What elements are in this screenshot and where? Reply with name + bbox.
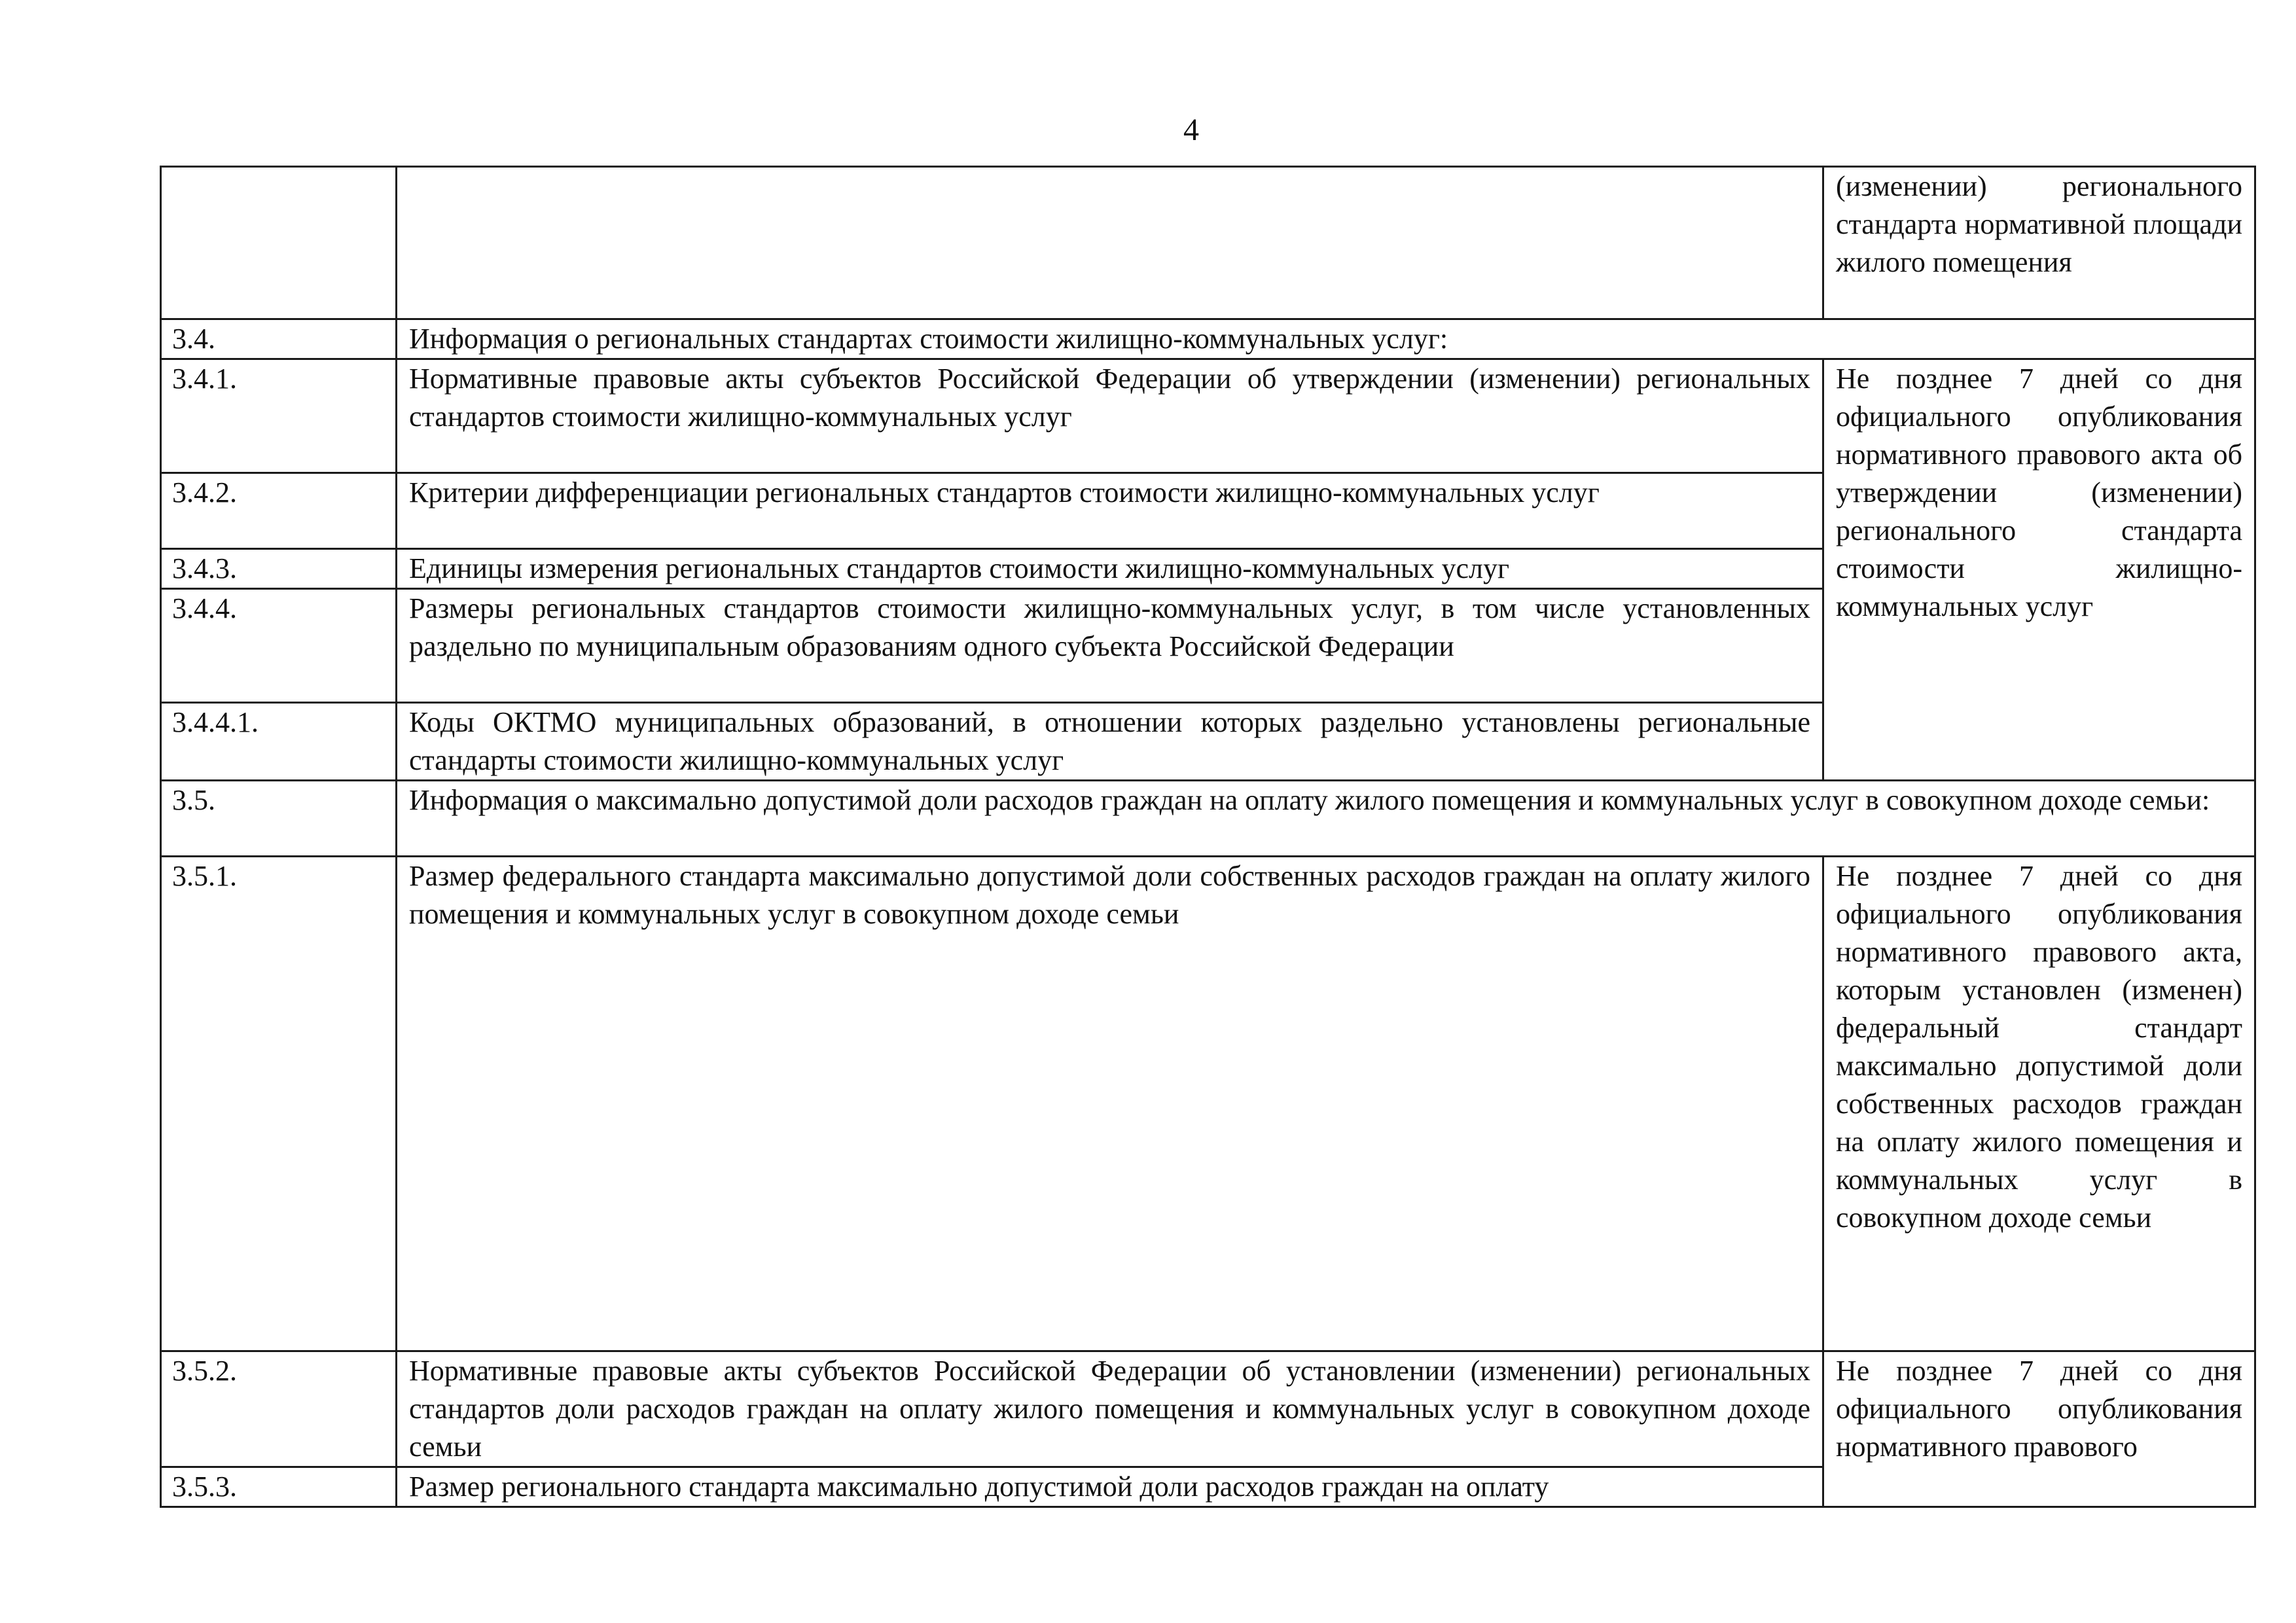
- table-row: [161, 167, 2255, 319]
- section-title: Информация о максимально допустимой доли расходов граждан на оплату жилого помещения и коммунальных услуг в совокупном доходе семьи:: [397, 781, 2255, 857]
- row-number: 3.4.2.: [161, 473, 397, 549]
- row-deadline: Не позднее 7 дней со дня официального опубликования нормативного правового акта об утверждении (изменении) регионального стандарта стоимости жилищно-коммунальных услуг: [1823, 359, 2255, 781]
- section-row: [161, 319, 2255, 359]
- row-description: Коды ОКТМО муниципальных образований, в отношении которых раздельно установлены региональные стандарты стоимости жилищно-коммунальных услуг: [397, 703, 1823, 781]
- row-number: 3.4.3.: [161, 549, 397, 589]
- row-description: Размеры региональных стандартов стоимости жилищно-коммунальных услуг, в том числе установленных раздельно по муниципальным образованиям одного субъекта Российской Федерации: [397, 589, 1823, 703]
- row-description: Нормативные правовые акты субъектов Российской Федерации об утверждении (изменении) региональных стандартов стоимости жилищно-коммунальных услуг: [397, 359, 1823, 473]
- row-deadline: (изменении) регионального стандарта нормативной площади жилого помещения: [1823, 167, 2255, 319]
- section-number: 3.4.: [161, 319, 397, 359]
- row-deadline: Не позднее 7 дней со дня официального опубликования нормативного правового: [1823, 1351, 2255, 1507]
- row-number: 3.5.1.: [161, 857, 397, 1351]
- row-number: 3.5.3.: [161, 1467, 397, 1507]
- row-description: Критерии дифференциации региональных стандартов стоимости жилищно-коммунальных услуг: [397, 473, 1823, 549]
- row-description: [397, 167, 1823, 319]
- row-description: Нормативные правовые акты субъектов Российской Федерации об установлении (изменении) региональных стандартов доли расходов граждан на оплату жилого помещения и коммунальных услуг в совокупном доходе семьи: [397, 1351, 1823, 1467]
- page-number: 4: [1183, 113, 1199, 147]
- row-description: Единицы измерения региональных стандартов стоимости жилищно-коммунальных услуг: [397, 549, 1823, 589]
- row-number: [161, 167, 397, 319]
- row-number: 3.4.1.: [161, 359, 397, 473]
- row-description: Размер регионального стандарта максимально допустимой доли расходов граждан на оплату: [397, 1467, 1823, 1507]
- row-number: 3.4.4.1.: [161, 703, 397, 781]
- section-number: 3.5.: [161, 781, 397, 857]
- table-row: [161, 359, 2255, 473]
- requirements-table: [160, 166, 2256, 1508]
- table-row: [161, 1351, 2255, 1467]
- table-row: [161, 857, 2255, 1351]
- row-number: 3.4.4.: [161, 589, 397, 703]
- row-deadline: Не позднее 7 дней со дня официального опубликования нормативного правового акта, которым установлен (изменен) федеральный стандарт максимально допустимой доли собственных расходов граждан на оплату жилого помещения и коммунальных услуг в совокупном доходе семьи: [1823, 857, 2255, 1351]
- row-number: 3.5.2.: [161, 1351, 397, 1467]
- row-description: Размер федерального стандарта максимально допустимой доли собственных расходов граждан на оплату жилого помещения и коммунальных услуг в совокупном доходе семьи: [397, 857, 1823, 1351]
- section-row: [161, 781, 2255, 857]
- section-title: Информация о региональных стандартах стоимости жилищно-коммунальных услуг:: [397, 319, 2255, 359]
